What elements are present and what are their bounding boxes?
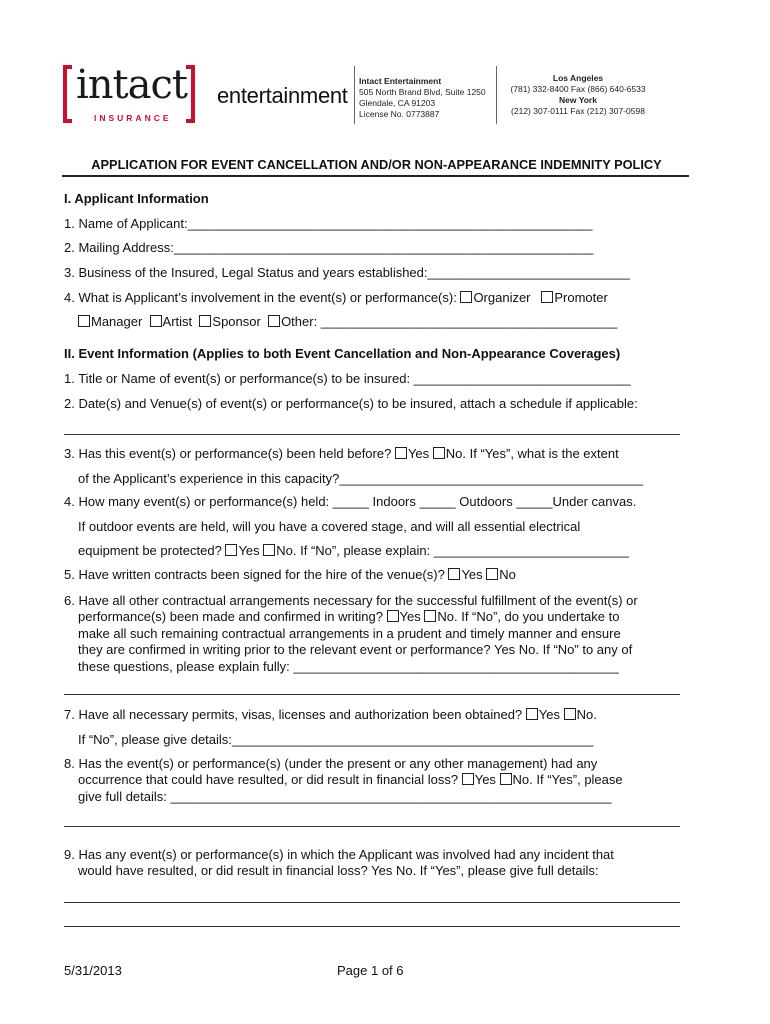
answer-line[interactable] bbox=[64, 826, 680, 827]
permits-details-field[interactable]: If “No”, please give details:__________________________________________________ bbox=[78, 732, 594, 747]
sponsor-label: Sponsor bbox=[212, 314, 261, 329]
office-contacts bbox=[500, 73, 656, 117]
no-label: No. If “No”, do you undertake to bbox=[437, 609, 620, 624]
arrangements-question: 6. Have all other contractual arrangements necessary for the successful fulfillment of the event(s) or bbox=[64, 593, 638, 608]
organizer-checkbox[interactable] bbox=[460, 291, 472, 303]
contracts-yes-checkbox[interactable] bbox=[448, 568, 460, 580]
involvement-question bbox=[64, 290, 608, 305]
office-ny: New York bbox=[559, 95, 597, 105]
equipment-yes-checkbox[interactable] bbox=[225, 544, 237, 556]
business-field[interactable]: 3. Business of the Insured, Legal Status and years established:____________________________ bbox=[64, 265, 630, 280]
occurrence-question: 8. Has the event(s) or performance(s) (under the present or any other management) had any bbox=[64, 756, 598, 771]
footer-date: 5/31/2013 bbox=[64, 963, 122, 978]
occurrence-question-2 bbox=[78, 772, 623, 787]
artist-checkbox[interactable] bbox=[150, 315, 162, 327]
artist-label: Artist bbox=[162, 314, 193, 329]
equipment-question bbox=[78, 543, 629, 558]
yes-label: Yes bbox=[538, 707, 564, 722]
contracts-label: 5. Have written contracts been signed for the hire of the venue(s)? bbox=[64, 567, 449, 582]
outdoor-question: If outdoor events are held, will you have a covered stage, and will all essential electrical bbox=[78, 519, 581, 534]
equipment-no-checkbox[interactable] bbox=[263, 544, 275, 556]
company-city: Glendale, CA 91203 bbox=[359, 98, 436, 108]
logo-word: intact bbox=[76, 62, 187, 108]
events-count-field[interactable]: 4. How many event(s) or performance(s) held: _____ Indoors _____ Outdoors _____Under canvas. bbox=[64, 494, 637, 509]
contracts-no-checkbox[interactable] bbox=[486, 568, 498, 580]
promoter-label: Promoter bbox=[554, 290, 608, 305]
contracts-question bbox=[64, 567, 516, 582]
logo-bracket-right bbox=[186, 65, 195, 123]
logo-brand: entertainment bbox=[217, 83, 348, 108]
answer-line[interactable] bbox=[64, 902, 680, 903]
occurrence-no-checkbox[interactable] bbox=[500, 773, 512, 785]
yes-label: Yes bbox=[407, 446, 433, 461]
occurrence-yes-checkbox[interactable] bbox=[462, 773, 474, 785]
company-street: 505 North Brand Blvd, Suite 1250 bbox=[359, 87, 486, 97]
no-label: No. bbox=[576, 707, 597, 722]
equipment-label: equipment be protected? bbox=[78, 543, 226, 558]
equipment-explain-field[interactable]: No. If “No”, please explain: ___________________________ bbox=[276, 543, 629, 558]
incident-question: 9. Has any event(s) or performance(s) in which the Applicant was involved had any incident that bbox=[64, 847, 614, 862]
answer-line[interactable] bbox=[64, 694, 680, 695]
section-1-heading: I. Applicant Information bbox=[64, 191, 209, 206]
header-divider-2 bbox=[496, 66, 497, 124]
held-before-question bbox=[64, 446, 619, 461]
permits-no-checkbox[interactable] bbox=[564, 708, 576, 720]
yes-label: Yes bbox=[461, 567, 487, 582]
arrangements-question-2 bbox=[78, 609, 619, 624]
experience-field[interactable]: of the Applicant’s experience in this capacity?__________________________________________ bbox=[78, 471, 644, 486]
organizer-label: Organizer bbox=[473, 290, 531, 305]
involvement-options bbox=[78, 314, 617, 329]
no-label: No. If “Yes”, what is the extent bbox=[445, 446, 619, 461]
mailing-address-field[interactable]: 2. Mailing Address:__________________________________________________________ bbox=[64, 240, 594, 255]
answer-line[interactable] bbox=[64, 434, 680, 435]
event-title-field[interactable]: 1. Title or Name of event(s) or performance(s) to be insured: ______________________________ bbox=[64, 371, 631, 386]
arrangements-text-3: make all such remaining contractual arrangements in a prudent and timely manner and ensure bbox=[78, 626, 621, 641]
yes-label: Yes bbox=[238, 543, 264, 558]
sponsor-checkbox[interactable] bbox=[199, 315, 211, 327]
event-dates-question: 2. Date(s) and Venue(s) of event(s) or performance(s) to be insured, attach a schedule if applicable: bbox=[64, 396, 638, 411]
occurrence-details-field[interactable]: give full details: _____________________________________________________________ bbox=[78, 789, 612, 804]
permits-label: 7. Have all necessary permits, visas, licenses and authorization been obtained? bbox=[64, 707, 526, 722]
involvement-label: 4. What is Applicant’s involvement in the event(s) or performance(s): bbox=[64, 290, 461, 305]
held-before-yes-checkbox[interactable] bbox=[395, 447, 407, 459]
no-label: No bbox=[499, 567, 516, 582]
company-license: License No. 0773887 bbox=[359, 109, 440, 119]
office-la: Los Angeles bbox=[552, 73, 604, 83]
incident-question-2: would have resulted, or did result in financial loss? Yes No. If “Yes”, please give full details: bbox=[78, 863, 599, 878]
page-title: APPLICATION FOR EVENT CANCELLATION AND/OR NON-APPEARANCE INDEMNITY POLICY bbox=[91, 157, 662, 172]
no-label: No. If “Yes”, please bbox=[512, 772, 623, 787]
promoter-checkbox[interactable] bbox=[541, 291, 553, 303]
permits-yes-checkbox[interactable] bbox=[526, 708, 538, 720]
arrangements-text-4: they are confirmed in writing prior to the relevant event or performance? Yes No. If “No” to any of bbox=[78, 642, 633, 657]
company-name: Intact Entertainment bbox=[359, 76, 442, 86]
held-before-no-checkbox[interactable] bbox=[433, 447, 445, 459]
manager-label: Manager bbox=[91, 314, 143, 329]
held-before-label: 3. Has this event(s) or performance(s) been held before? bbox=[64, 446, 395, 461]
office-ny-phones: (212) 307-0111 Fax (212) 307-0598 bbox=[511, 106, 645, 116]
page-number: Page 1 of 6 bbox=[337, 963, 404, 978]
arrangements-no-checkbox[interactable] bbox=[424, 610, 436, 622]
explain-fully-field[interactable]: these questions, please explain fully: _____________________________________________ bbox=[78, 659, 619, 674]
section-2-heading: II. Event Information (Applies to both Event Cancellation and Non-Appearance Coverages) bbox=[64, 346, 621, 361]
logo-subtitle: INSURANCE bbox=[94, 113, 172, 123]
applicant-name-field[interactable]: 1. Name of Applicant:________________________________________________________ bbox=[64, 216, 593, 231]
office-la-phones: (781) 332-8400 Fax (866) 640-6533 bbox=[510, 84, 646, 94]
arrangements-yes-checkbox[interactable] bbox=[387, 610, 399, 622]
yes-label: Yes bbox=[399, 609, 425, 624]
other-checkbox[interactable] bbox=[268, 315, 280, 327]
other-field[interactable]: Other: _________________________________________ bbox=[281, 314, 618, 329]
yes-label: Yes bbox=[474, 772, 500, 787]
permits-question bbox=[64, 707, 597, 722]
manager-checkbox[interactable] bbox=[78, 315, 90, 327]
occurrence-label: occurrence that could have resulted, or did result in financial loss? bbox=[78, 772, 462, 787]
header-divider bbox=[354, 66, 355, 124]
company-address bbox=[359, 76, 486, 120]
arrangements-label: performance(s) been made and confirmed in writing? bbox=[78, 609, 387, 624]
logo-bracket-left bbox=[63, 65, 72, 123]
answer-line[interactable] bbox=[64, 926, 680, 927]
title-underline bbox=[62, 175, 689, 177]
